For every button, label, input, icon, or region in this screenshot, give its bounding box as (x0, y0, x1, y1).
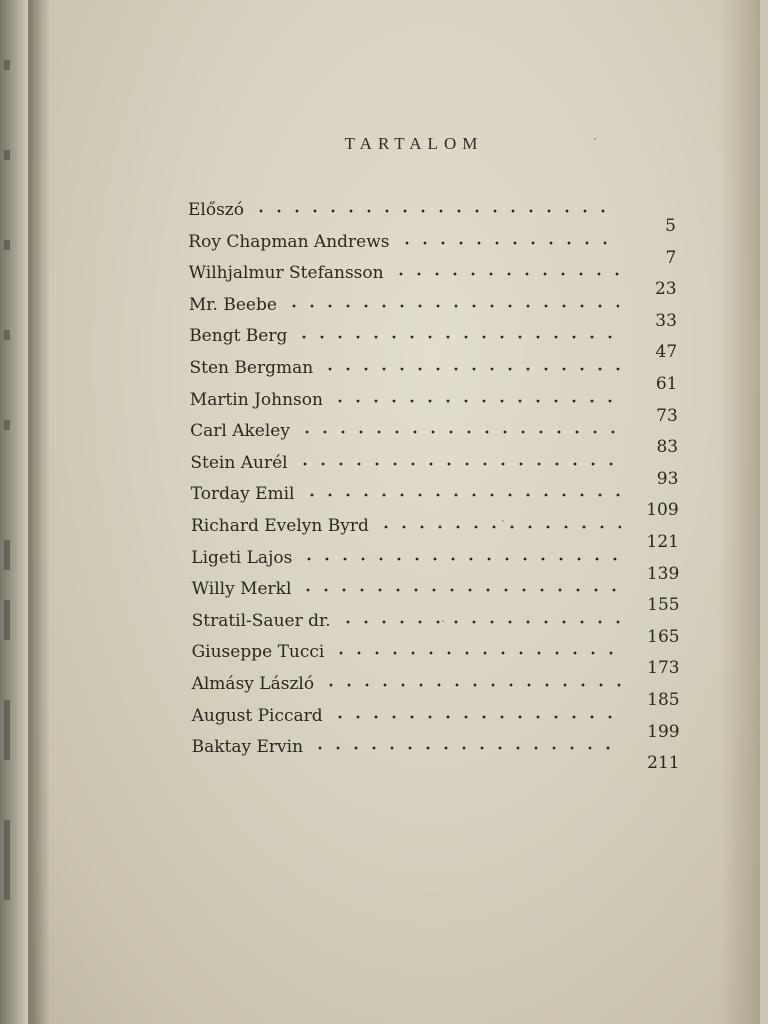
toc-entry (191, 642, 684, 679)
toc-entry (191, 610, 684, 647)
dot-leader (331, 398, 620, 404)
dot-leader (398, 240, 619, 246)
toc-entry-title: Sten Bergman (189, 358, 314, 378)
dot-leader (299, 587, 621, 593)
toc-entry-page-number: 109 (646, 500, 679, 521)
toc-entry-page-number: 165 (647, 626, 680, 647)
toc-entry-page-number: 173 (647, 658, 680, 679)
toc-entry-title: Baktay Ervin (191, 737, 304, 758)
toc-entry-page-number: 73 (656, 405, 678, 426)
toc-entry-page-number: 5 (665, 216, 676, 236)
toc-entry-title: Almásy László (191, 674, 315, 694)
toc-entry-title: Giuseppe Tucci (191, 642, 325, 663)
toc-entry-title: Roy Chapman Andrews (188, 231, 390, 252)
dot-leader (322, 682, 622, 688)
toc-entry-title: Mr. Beebe (188, 294, 277, 315)
page-title: TARTALOM (344, 134, 484, 153)
toc-entry (191, 579, 684, 616)
toc-entry-page-number: 185 (647, 690, 680, 710)
paper-speck (594, 138, 596, 140)
toc-entry-title: Előszó (188, 200, 244, 220)
dot-leader (331, 714, 622, 720)
dot-leader (392, 271, 619, 277)
toc-entry (191, 674, 684, 710)
paper-speck (442, 620, 444, 622)
ink-mark (4, 700, 10, 760)
toc-entry-page-number: 7 (665, 247, 677, 268)
dot-leader (298, 429, 620, 435)
toc-entry (188, 200, 680, 236)
toc-entry (188, 231, 680, 268)
toc-entry-page-number: 61 (655, 374, 678, 394)
toc-entry (188, 263, 681, 300)
paper-speck (502, 520, 504, 522)
ink-mark (4, 820, 10, 900)
toc-entry (191, 516, 683, 552)
contents-page (32, 0, 760, 1024)
ink-mark (4, 540, 10, 570)
toc-entry (189, 326, 681, 363)
toc-entry-title: Ligeti Lajos (191, 547, 293, 568)
toc-entry-title: Stratil-Sauer dr. (191, 610, 331, 631)
toc-entry-title: Wilhjalmur Stefansson (188, 263, 384, 284)
toc-entry-title: August Piccard (191, 705, 323, 726)
toc-entry (191, 547, 683, 584)
dot-leader (285, 303, 619, 309)
toc-entry (189, 358, 682, 394)
dot-leader (295, 334, 619, 340)
ink-mark (4, 150, 10, 160)
toc-entry (190, 421, 682, 458)
toc-entry-page-number: 211 (647, 753, 680, 774)
ink-mark (4, 420, 10, 430)
toc-entry (190, 452, 682, 489)
toc-entry (188, 294, 681, 331)
toc-entry-page-number: 121 (646, 532, 679, 552)
toc-entry-title: Willy Merkl (191, 579, 292, 600)
ink-mark (4, 600, 10, 640)
dot-leader (339, 619, 622, 625)
toc-entry-page-number: 33 (655, 310, 677, 331)
dot-leader (311, 745, 622, 751)
toc-entry-page-number: 199 (647, 721, 680, 742)
dot-leader (377, 524, 621, 530)
toc-entry (191, 705, 684, 742)
ink-mark (4, 330, 10, 340)
gutter-shadow (28, 0, 50, 1024)
toc-entry (189, 389, 682, 426)
dot-leader (296, 461, 621, 467)
toc-entry-page-number: 23 (654, 279, 677, 300)
toc-entry-title: Stein Aurél (190, 452, 288, 473)
toc-entry-title: Torday Emil (190, 484, 295, 505)
toc-entry-title: Bengt Berg (189, 326, 288, 347)
toc-entry-page-number: 47 (655, 342, 678, 363)
toc-entry-page-number: 139 (646, 563, 680, 584)
toc-entry-page-number: 155 (647, 595, 680, 616)
toc-entry-title: Carl Akeley (190, 421, 290, 442)
ink-mark (4, 60, 10, 70)
ink-mark (4, 240, 10, 250)
dot-leader (303, 492, 621, 498)
toc-entry (190, 484, 683, 521)
dot-leader (321, 366, 619, 372)
toc-entry-page-number: 83 (656, 437, 679, 458)
dot-leader (300, 556, 621, 562)
toc-entry-title: Richard Evelyn Byrd (191, 516, 369, 536)
dot-leader (252, 208, 618, 214)
toc-entry-page-number: 93 (656, 468, 679, 489)
toc-entry (191, 737, 684, 774)
toc-entry-title: Martin Johnson (189, 389, 323, 410)
dot-leader (332, 650, 621, 656)
